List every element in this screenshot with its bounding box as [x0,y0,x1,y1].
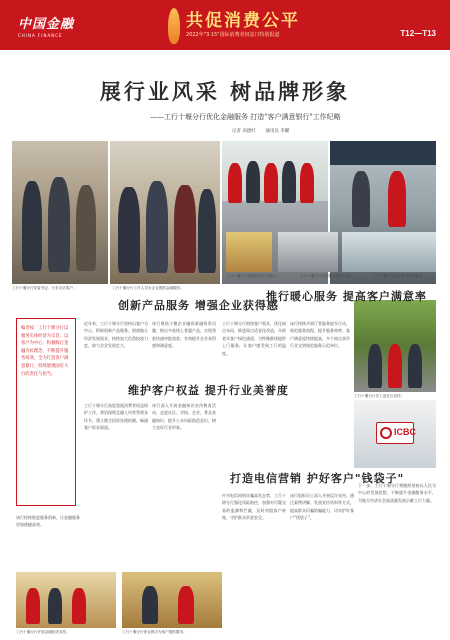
caption-p7: 工行十堰分行营业网点厅堂服务。 [372,274,426,278]
body-column-10: 该行持续推进服务创新，让金融服务更加便捷高效。 [16,515,80,528]
editor-note-box [16,318,76,506]
icbc-logo [376,422,414,444]
photo-knowledge-promotion [16,572,116,628]
photo-branch-lobby [342,232,436,272]
photo-branch-service [122,572,222,628]
article-headline: 展行业风采 树品牌形象 [99,79,351,104]
masthead-subtitle: CHINA FINANCE [18,33,63,38]
theme-subtitle: 2022年"3·15"国际消费者权益日特别报道 [186,32,280,38]
photo-visit-client [12,141,108,284]
editor-note-text: 编者按：工行十堰分行以服务实体经济为宗旨，以客户为中心，积极践行金融为民理念，不断提升服务质效，全力打造客户满意银行，持续展现国有大行的责任与担当。 [21,326,69,377]
page-number: T12—T13 [400,29,436,38]
body-column-6: 该行深入开展金融知识宣传教育活动，走进社区、学校、企业，普及金融知识，提升公众风险防范意识，树立良好行业形象。 [152,403,216,431]
byline-reporter: 记者 高德红 [232,129,256,134]
photo-community-outreach [354,300,436,392]
body-column-2: 该行聚焦小微企业融资难融资贵问题，推出多款线上普惠产品，实现贷款快速审批放款，有效提升企业获得感和满意度。 [152,321,216,349]
body-column-1: 近年来，工行十堰分行坚持以客户为中心，积极创新产品服务，围绕地方经济发展需求，持续加大信贷投放力度，助力企业发展壮大。 [84,321,148,349]
caption-p2: 工行十堰分行工作人员为企业提供金融服务。 [112,286,184,290]
byline-correspondent: 通讯员 李曜 [265,129,290,134]
icbc-ring-icon [380,427,392,439]
section-heading-service: 推行暖心服务 提高客户满意率 [266,290,427,303]
theme-title: 共促消费公平 [186,11,300,31]
caption-p11: 工行十堰分行营业网点为客户提供服务。 [122,630,187,634]
photo-enterprise-service [110,141,220,284]
caption-p1: 工行十堰分行党委书记、行长走访客户。 [12,286,77,290]
body-column-3: 工行十堰分行围绕客户需求，优化网点布局，推进网点适老化改造，开辟老年客户绿色通道，为特殊群体提供上门服务，让客户感受到工行的温度。 [222,321,286,356]
bylines [232,128,297,134]
masthead-title: 中国金融 [18,17,75,32]
theme-banner [176,4,306,46]
flame-icon [168,8,180,44]
masthead-logo [18,13,78,39]
body-column-8: 该行组织员工深入开展反诈宣传，通过案例讲解、发放宣传资料等方式，提高群众识骗防骗能力，切实护好客户"钱袋子"。 [290,493,354,521]
caption-p10: 工行十堰分行开展金融知识宣传。 [16,630,70,634]
photo-rural [226,232,272,272]
section-heading-anti-fraud: 打造电信营销 护好客户"钱袋子" [230,472,405,485]
caption-p8: 工行十堰分行员工进社区宣传。 [354,394,405,398]
section-heading-rights: 维护客户权益 提升行业美誉度 [128,384,289,397]
icbc-logo-text: ICBC [394,427,416,437]
page-header [0,0,450,50]
caption-p6: 工行十堰分行开展服务提升活动。 [300,274,354,278]
section-heading-innovation: 创新产品服务 增强企业获得感 [118,299,279,312]
photo-service-event [278,232,338,272]
body-column-9: 下一步，工行十堰分行将继续坚持以人民为中心的发展思想，不断提升金融服务水平，为地方经济社会高质量发展贡献工行力量。 [358,483,436,503]
body-column-4: 该行持续开展厅堂服务提升行动，规范服务流程，提升服务效率，客户满意度持续提高，多个网点获评行业文明规范服务示范单位。 [290,321,350,349]
body-column-5: 工行十堰分行高度重视消费者权益保护工作，将消保理念融入经营管理各环节，建立健全投诉处理机制，畅通客户诉求渠道。 [84,403,148,431]
caption-p5: 工行十堰分行积极推进乡村振兴。 [226,274,280,278]
article-subheadline: ——工行十堰分行优化金融服务 打造"客户满意银行"工作纪略 [150,113,341,121]
body-column-7: 针对电信网络诈骗高发态势，工行十堰分行强化风险防控，加强对可疑交易的监测和拦截，及时劝阻客户转账，守护群众资金安全。 [222,493,286,521]
